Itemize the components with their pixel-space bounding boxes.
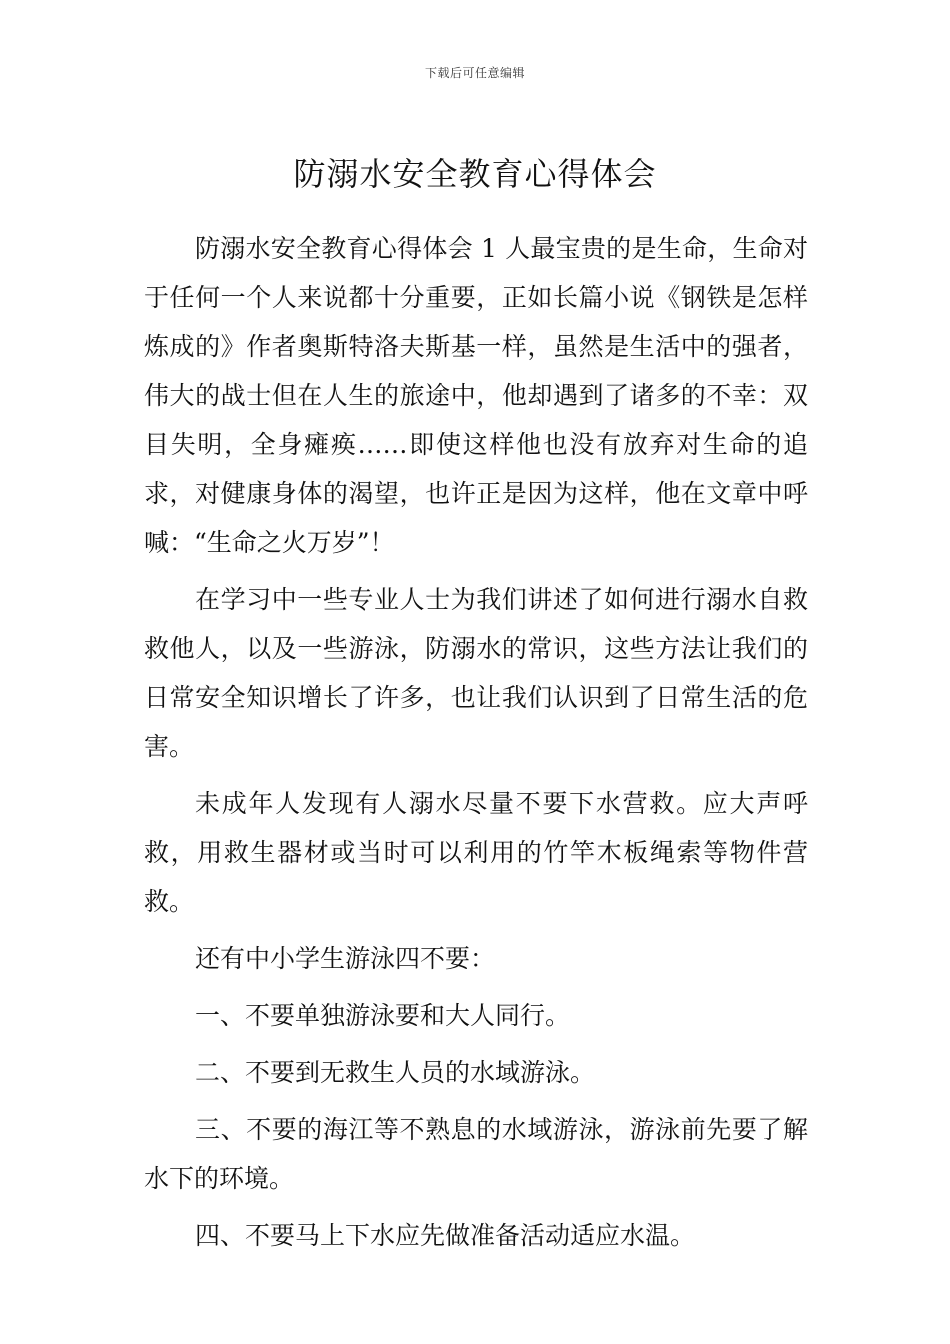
list-item: 一、不要单独游泳要和大人同行。	[195, 1001, 571, 1030]
list-item: 四、不要马上下水应先做准备活动适应水温。	[195, 1221, 696, 1250]
paragraph: 在学习中一些专业人士为我们讲述了如何进行溺水自救救他人，以及一些游泳，防溺水的常识，这些方法让我们的日常安全知识增长了许多，也让我们认识到了日常生活的危害。	[144, 585, 808, 761]
list-item: 二、不要到无救生人员的水域游泳。	[195, 1058, 596, 1087]
header-note: 下载后可任意编辑	[424, 66, 525, 80]
paragraph: 未成年人发现有人溺水尽量不要下水营救。应大声呼救，用救生器材或当时可以利用的竹竿木板绳索等物件营救。	[144, 789, 808, 916]
document-title: 防溺水安全教育心得体会	[293, 155, 657, 194]
paragraph: 防溺水安全教育心得体会 1 人最宝贵的是生命，生命对于任何一个人来说都十分重要，正如长篇小说《钢铁是怎样炼成的》作者奥斯特洛夫斯基一样，虽然是生活中的强者，伟大的战士但在人生的旅途中，他却遇到了诸多的不幸：双目失明，全身瘫痪……即使这样他也没有放弃对生命的追求，对健康身体的渴望，也许正是因为这样，他在文章中呼喊：“生命之火万岁”！	[144, 234, 808, 557]
paragraph: 还有中小学生游泳四不要：	[195, 944, 496, 973]
document-body	[144, 224, 808, 1268]
list-item: 三、不要的海江等不熟息的水域游泳，游泳前先要了解水下的环境。	[144, 1115, 808, 1193]
